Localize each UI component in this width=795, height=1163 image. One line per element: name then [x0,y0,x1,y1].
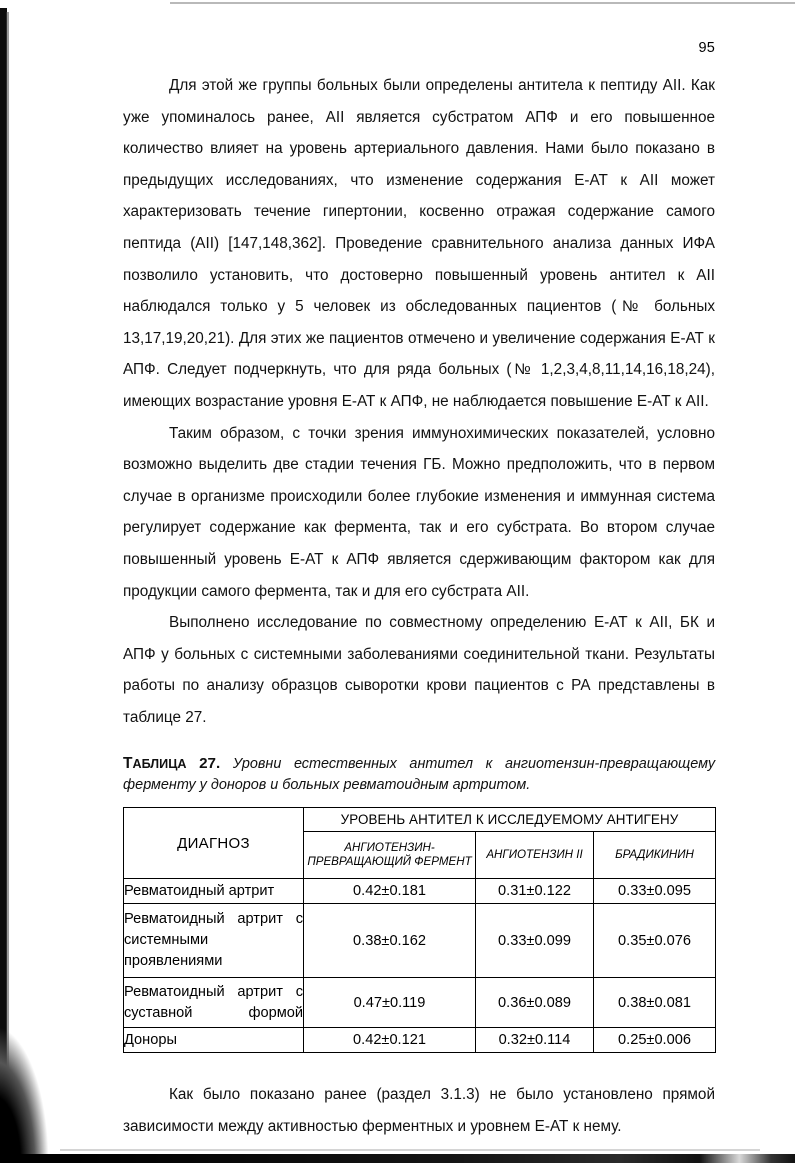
antibody-levels-table [123,807,716,1053]
header-sub-angiotensin: АНГИОТЕНЗИН II [476,831,594,879]
page-number: 95 [698,40,715,56]
cell-bradykinin: 0.33±0.095 [594,879,716,904]
table-row [124,978,716,1028]
cell-diagnosis: Доноры [124,1028,304,1053]
scan-artifact-bottom-left-corner [0,973,72,1163]
cell-bradykinin: 0.35±0.076 [594,904,716,978]
cell-diagnosis: Ревматоидный артрит с суставной формой [124,978,304,1028]
paragraph-2: Таким образом, с точки зрения иммунохимических показателей, условно возможно выделить две стадии течения ГБ. Можно предположить, что в первом случае в организме происходили более глубокие изменения и иммунная система регулирует содержание как фермента, так и его субстрата. Во втором случае повышенный уровень Е-АТ к АПФ является сдерживающим фактором как для продукции самого фермента, так и для его субстрата АII. [123,424,715,600]
caption-label-small: АБЛИЦА [132,757,187,772]
scan-artifact-bottom-edge [0,1154,795,1163]
cell-angiotensin: 0.31±0.122 [476,879,594,904]
table-row [124,1028,716,1053]
caption-label-big: Т [123,755,133,773]
paragraph-1: Для этой же группы больных были определены антитела к пептиду АII. Как уже упоминалось ранее, АII является субстратом АПФ и его повышенное количество влияет на уровень артериального давления. Нами было показано в предыдущих исследованиях, что изменение содержания Е-АТ к АII может характеризовать течение гипертонии, косвенно отражая содержание самого пептида (АII) [147,148,362]. Проведение сравнительного анализа данных ИФА позволило установить, что достоверно повышенный уровень антител к АII наблюдался только у 5 человек из обследованных пациентов (№ больных 13,17,19,20,21). Для этих же пациентов отмечено и увеличение содержания Е-АТ к АПФ. Следует подчеркнуть, что для ряда больных (№ 1,2,3,4,8,11,14,16,18,24), имеющих возрастание уровня Е-АТ к АПФ, не наблюдается повышение Е-АТ к АII. [123,77,715,410]
cell-angiotensin: 0.33±0.099 [476,904,594,978]
cell-angiotensin: 0.32±0.114 [476,1028,594,1053]
scan-artifact-bottom-faint-line [60,1149,760,1151]
cell-diagnosis: Ревматоидный артрит [124,879,304,904]
caption-label [123,756,186,772]
page-content [123,0,715,1143]
table-row [124,879,716,904]
header-diagnosis: ДИАГНОЗ [124,808,304,879]
cell-ace: 0.47±0.119 [304,978,476,1028]
cell-bradykinin: 0.38±0.081 [594,978,716,1028]
table-row [124,904,716,978]
caption-number: 27. [199,755,221,773]
header-antigen-group: УРОВЕНЬ АНТИТЕЛ К ИССЛЕДУЕМОМУ АНТИГЕНУ [304,808,716,831]
paragraph-3: Выполнено исследование по совместному определению Е-АТ к АII, БК и АПФ у больных с системными заболеваниями соединительной ткани. Результаты работы по анализу образцов сыворотки крови пациентов с РА представлены в таблице 27. [123,614,715,726]
table-header-row-group [124,808,716,831]
caption-text: Уровни естественных антител к ангиотензин-превращающему ферменту у доноров и больных ревматоидным артритом. [123,756,716,793]
header-sub-bradykinin: БРАДИКИНИН [594,831,716,879]
cell-ace: 0.42±0.121 [304,1028,476,1053]
cell-diagnosis: Ревматоидный артрит с системными проявлениями [124,904,304,978]
cell-bradykinin: 0.25±0.006 [594,1028,716,1053]
paragraph-tail: Как было показано ранее (раздел 3.1.3) не было установлено прямой зависимости между активностью ферментных и уровнем Е-АТ к нему. [123,1086,715,1136]
header-sub-ace: АНГИОТЕНЗИН-ПРЕВРАЩАЮЩИЙ ФЕРМЕНТ [304,831,476,879]
table-caption [123,754,715,795]
cell-angiotensin: 0.36±0.089 [476,978,594,1028]
cell-ace: 0.38±0.162 [304,904,476,978]
cell-ace: 0.42±0.181 [304,879,476,904]
